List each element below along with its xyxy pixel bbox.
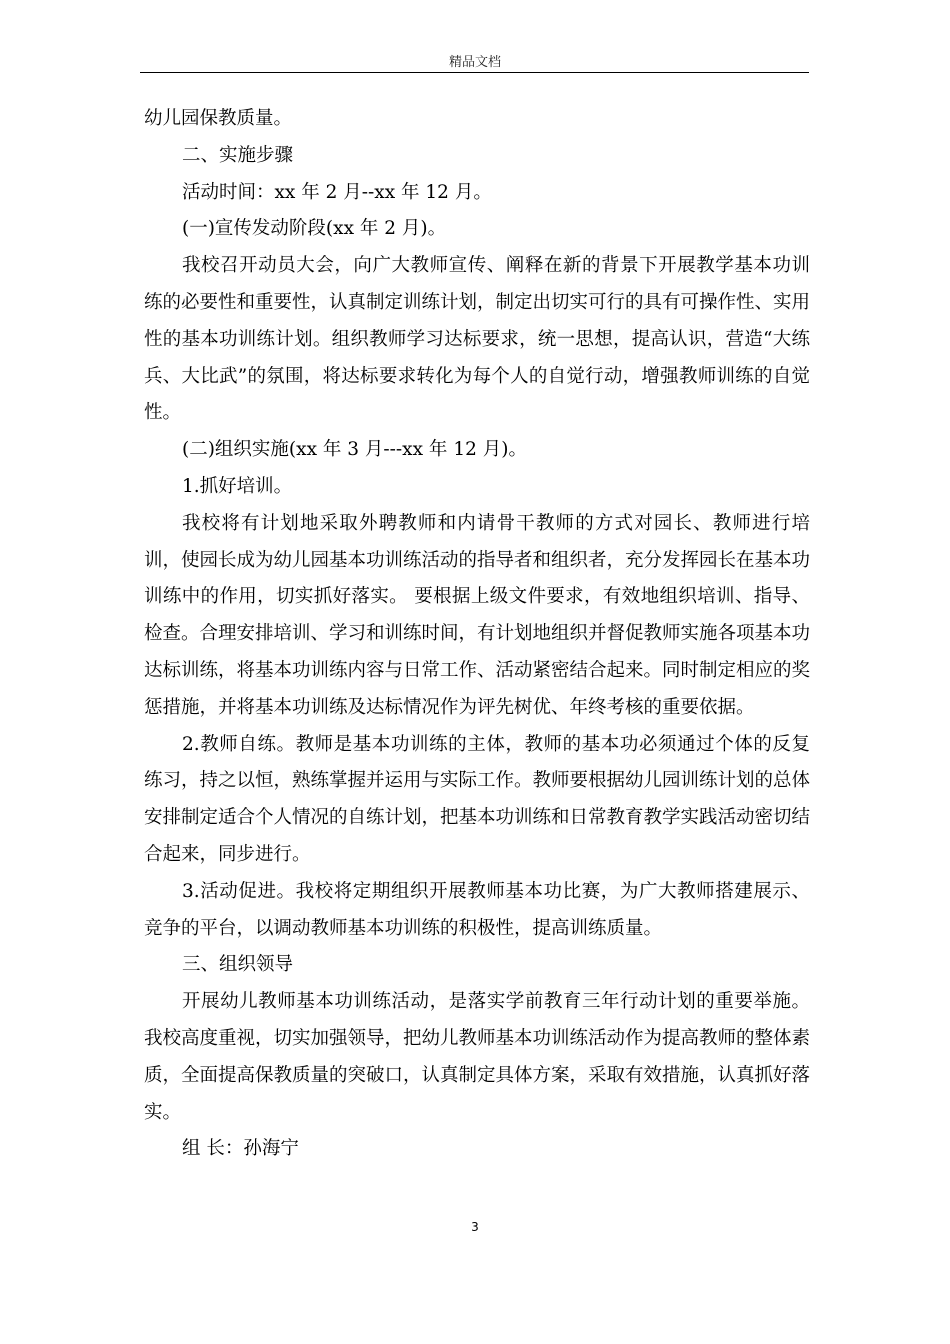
header-divider xyxy=(140,72,809,73)
paragraph: 开展幼儿教师基本功训练活动，是落实学前教育三年行动计划的重要举施。我校高度重视，切实加强领导，把幼儿教师基本功训练活动作为提高教师的整体素质，全面提高保教质量的突破口，认真制定具体方案，采取有效措施，认真抓好落实。 xyxy=(144,991,811,1123)
paragraph: 组 长：孙海宁 xyxy=(182,1138,299,1160)
section-heading: 三、组织领导 xyxy=(182,954,294,976)
page-number: 3 xyxy=(471,1220,479,1234)
document-body xyxy=(144,101,810,1168)
list-item-heading: 1.抓好培训。 xyxy=(182,475,293,497)
paragraph: 3.活动促进。我校将定期组织开展教师基本功比赛，为广大教师搭建展示、竞争的平台，以调动教师基本功训练的积极性，提高训练质量。 xyxy=(144,880,810,939)
subsection-heading: (一)宣传发动阶段(xx 年 2 月)。 xyxy=(182,218,447,240)
section-heading: 二、实施步骤 xyxy=(182,144,294,166)
paragraph: 幼儿园保教质量。 xyxy=(144,108,293,129)
paragraph: 我校召开动员大会，向广大教师宣传、阐释在新的背景下开展教学基本功训练的必要性和重要性，认真制定训练计划，制定出切实可行的具有可操作性、实用性的基本功训练计划。组织教师学习达标要求，统一思想，提高认识，营造“大练兵、大比武”的氛围，将达标要求转化为每个人的自觉行动，增强教师训练的自觉性。 xyxy=(144,255,811,424)
paragraph: 2.教师自练。教师是基本功训练的主体，教师的基本功必须通过个体的反复练习，持之以恒，熟练掌握并运用与实际工作。教师要根据幼儿园训练计划的总体安排制定适合个人情况的自练计划，把基本功训练和日常教育教学实践活动密切结合起来，同步进行。 xyxy=(144,733,811,865)
subsection-heading: (二)组织实施(xx 年 3 月---xx 年 12 月)。 xyxy=(182,439,527,461)
page-header-title: 精品文档 xyxy=(448,55,501,70)
paragraph: 活动时间：xx 年 2 月--xx 年 12 月。 xyxy=(182,181,492,203)
paragraph: 我校将有计划地采取外聘教师和内请骨干教师的方式对园长、教师进行培训，使园长成为幼儿园基本功训练活动的指导者和组织者，充分发挥园长在基本功训练中的作用，切实抓好落实。 要根据上级文件要求，有效地组织培训、指导、检查。合理安排培训、学习和训练时间，有计划地组织并督促教师实施各项基本功达标训练，将基本功训练内容与日常工作、活动紧密结合起来。同时制定相应的奖惩措施，并将基本功训练及达标情况作为评先树优、年终考核的重要依据。 xyxy=(144,512,811,718)
